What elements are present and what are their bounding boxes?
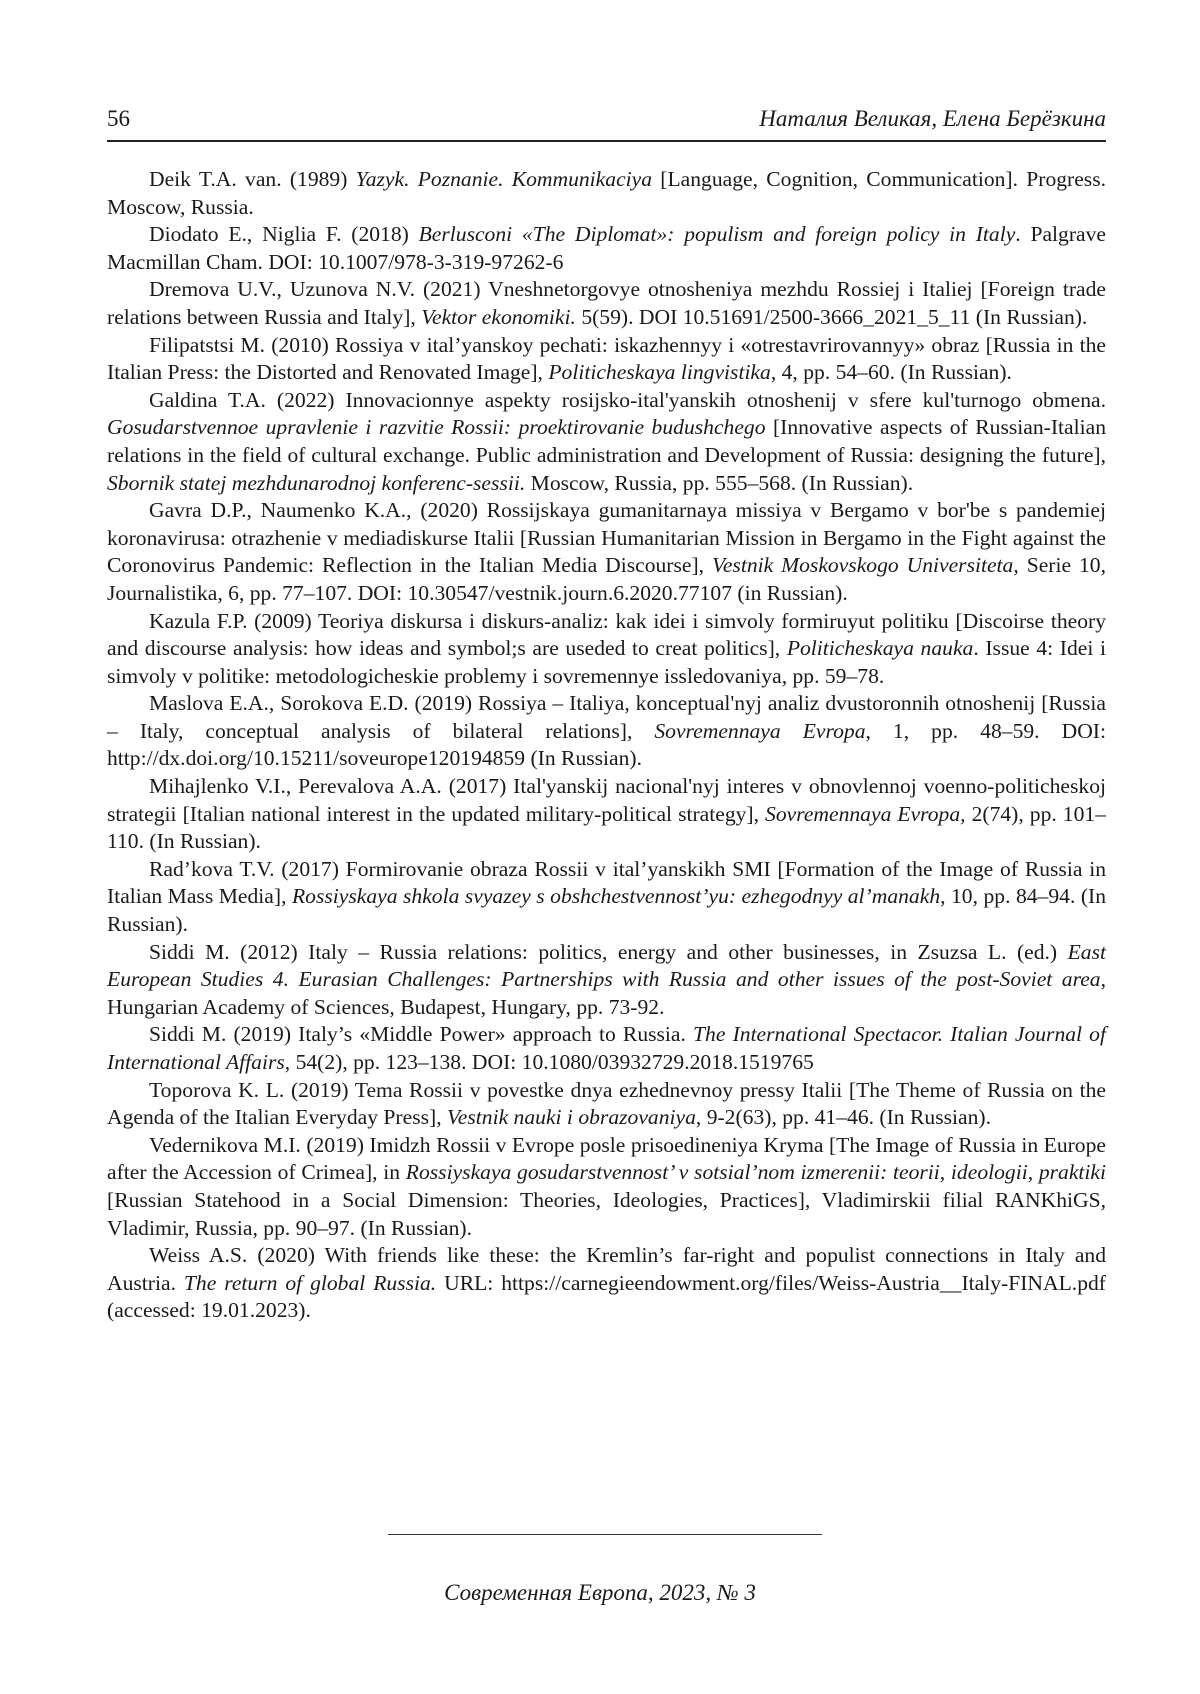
references-list: [107, 166, 1106, 1325]
reference-title-italic: Yazyk. Poznanie. Kommunikaciya: [355, 167, 653, 191]
reference-text: Diodato E., Niglia F. (2018): [149, 222, 419, 247]
reference-text: , 54(2), pp. 123–138. DOI: 10.1080/03932729.2018.1519765: [284, 1050, 814, 1074]
reference-text: [Russian Statehood in a Social Dimension: Theories, Ideologies, Practices], Vladimirskii filial RANKhiGS, Vladimir, Russia, pp. 90–97. (In Russian).: [107, 1187, 1106, 1240]
reference-text: , Serie 10, Journalistika, 6, pp. 77–107. DOI: 10.30547/vestnik.journ.6.2020.77107 (in Russian).: [107, 553, 1106, 605]
reference-text: [Innovative aspects of Russian-Italian relations in the field of cultural exchange. Public administration and Development of Russia: designing the future],: [107, 415, 1106, 467]
reference-entry: [107, 856, 1106, 939]
reference-title-italic: Vestnik Moskovskogo Universiteta: [712, 553, 1014, 578]
reference-text: Filipatstsi M. (2010) Rossiya v ital’yanskoy pechati: iskazhennyy i «otrestavrirovannyy» obraz [Russia in the Italian Press: the Distorted and Renovated Image],: [107, 332, 1106, 385]
reference-text: Galdina T.A. (2022) Innovacionnye aspekty rosijsko-ital'yanskih otnoshenij v sfere kul'turnogo obmena.: [149, 387, 1106, 412]
reference-text: Kazula F.P. (2009) Teoriya diskursa i diskurs-analiz: kak idei i simvoly formiruyut politiku [Discoirse theory and discourse analysis: how ideas and symbol;s are useded to creat politics],: [107, 608, 1106, 661]
reference-text: Dremova U.V., Uzunova N.V. (2021) Vneshnetorgovye otnosheniya mezhdu Rossiej i Italiej [Foreign trade relations between Russia and Italy],: [107, 277, 1106, 329]
reference-text: Siddi M. (2019) Italy’s «Middle Power» approach to Russia.: [149, 1022, 694, 1047]
reference-text: Weiss A.S. (2020) With friends like these: the Kremlin’s far-right and populist connections in Italy and Austria.: [107, 1243, 1106, 1295]
reference-title-italic: Sbornik statej mezhdunarodnoj konferenc-sessii.: [107, 470, 526, 495]
reference-text: [Language, Cognition, Communication]. Progress. Moscow, Russia.: [107, 167, 1107, 219]
reference-entry: [107, 387, 1106, 497]
reference-text: Toporova K. L. (2019) Tema Rossii v povestke dnya ezhednevnoy pressy Italii [The Theme of Russia on the Agenda of the Italian Everyday Press],: [107, 1077, 1106, 1130]
reference-title-italic: Sovremennaya Evropa: [654, 718, 866, 743]
reference-text: Siddi M. (2012) Italy – Russia relations: politics, energy and other businesses, in Zsuzsa L. (ed.): [149, 939, 1068, 964]
reference-entry: [107, 1077, 1106, 1132]
reference-entry: [107, 166, 1106, 221]
reference-entry: [107, 497, 1106, 607]
reference-text: . Issue 4: Idei i simvoly v politike: metodologicheskie problemy i sovremennye issledovaniya, pp. 59–78.: [107, 636, 1107, 688]
reference-text: 2(74), pp. 101–110. (In Russian).: [107, 801, 1106, 854]
reference-text: Gavra D.P., Naumenko K.A., (2020) Rossijskaya gumanitarnaya missiya v Bergamo v bor'be s pandemiej koronavirusa: otrazhenie v mediadiskurse Italii [Russian Humanitarian Mission in Bergamo in the Fight against the Coronovirus Pandemic: Reflection in the Italian Media Discourse],: [107, 498, 1106, 578]
reference-text: URL: https://carnegieendowment.org/files/Weiss-Austria__Italy-FINAL.pdf (accessed: 19.01.2023).: [107, 1270, 1106, 1323]
reference-title-italic: The return of global Russia.: [183, 1270, 437, 1295]
reference-text: . Palgrave Macmillan Cham. DOI: 10.1007/978-3-319-97262-6: [107, 222, 1106, 274]
reference-entry: [107, 773, 1106, 856]
reference-title-italic: Rossiyskaya gosudarstvennost’ v sotsial’nom izmerenii: teorii, ideologii, praktiki: [405, 1160, 1106, 1185]
reference-title-italic: East European Studies 4. Eurasian Challenges: Partnerships with Russia and other issues of the post-Soviet area: [107, 939, 1106, 992]
reference-text: Maslova E.A., Sorokova E.D. (2019) Rossiya – Italiya, konceptual'nyj analiz dvustoronnih otnoshenij [Russia – Italy, conceptual analysis of bilateral relations],: [107, 691, 1106, 743]
reference-title-italic: Vestnik nauki i obrazovaniya: [447, 1105, 696, 1130]
reference-title-italic: Rossiyskaya shkola svyazey s obshchestvennost’yu: ezhegodnyy al’manakh: [291, 884, 941, 909]
reference-title-italic: Berlusconi «The Diplomat»: populism and foreign policy in Italy: [418, 222, 1016, 247]
running-header: [107, 104, 1106, 142]
reference-title-italic: Politicheskaya nauka: [786, 636, 974, 661]
page-number: 56: [107, 106, 130, 131]
reference-text: , 1, pp. 48–59. DOI: http://dx.doi.org/10.15211/soveurope120194859 (In Russian).: [107, 718, 1106, 771]
reference-title-italic: Vektor ekonomiki.: [421, 304, 576, 329]
reference-text: , 10, pp. 84–94. (In Russian).: [107, 884, 1107, 937]
reference-entry: [107, 939, 1106, 1022]
reference-entry: [107, 276, 1106, 331]
reference-text: Moscow, Russia, pp. 555–568. (In Russian).: [525, 470, 914, 495]
running-head-authors: Наталия Великая, Елена Берёзкина: [759, 106, 1106, 131]
reference-text: 5(59). DOI 10.51691/2500-3666_2021_5_11 (In Russian).: [575, 304, 1088, 329]
reference-title-italic: Gosudarstvennoe upravlenie i razvitie Rossii: proektirovanie budushchego: [107, 415, 766, 440]
reference-text: Vedernikova M.I. (2019) Imidzh Rossii v Evrope posle prisoedineniya Kryma [The Image of Russia in Europe after the Accession of Crimea], in: [107, 1132, 1106, 1185]
reference-text: , 9-2(63), pp. 41–46. (In Russian).: [695, 1105, 991, 1130]
reference-entry: [107, 1021, 1106, 1076]
reference-text: Deik T.A. van. (1989): [149, 167, 356, 191]
end-rule: [388, 1534, 822, 1535]
reference-text: Rad’kova T.V. (2017) Formirovanie obraza Rossii v ital’yanskikh SMI [Formation of the Image of Russia in Italian Mass Media],: [107, 856, 1106, 909]
reference-entry: [107, 608, 1106, 691]
reference-entry: [107, 1242, 1106, 1325]
reference-title-italic: The International Spectacor. Italian Journal of International Affairs: [107, 1022, 1106, 1074]
reference-title-italic: Politicheskaya lingvistika: [548, 360, 771, 385]
reference-entry: [107, 221, 1106, 276]
reference-text: , 4, pp. 54–60. (In Russian).: [770, 360, 1012, 385]
reference-entry: [107, 332, 1106, 387]
reference-entry: [107, 1132, 1106, 1242]
reference-title-italic: Sovremennaya Evropa,: [765, 801, 966, 826]
reference-text: Mihajlenko V.I., Perevalova A.A. (2017) Ital'yanskij nacional'nyj interes v obnovlennoj voenno-politicheskoj strategii [Italian national interest in the updated military-political strategy],: [107, 774, 1106, 826]
reference-text: , Hungarian Academy of Sciences, Budapest, Hungary, pp. 73-92.: [107, 967, 1106, 1019]
journal-footer: Современная Европа, 2023, № 3: [444, 1580, 756, 1605]
reference-entry: [107, 690, 1106, 773]
